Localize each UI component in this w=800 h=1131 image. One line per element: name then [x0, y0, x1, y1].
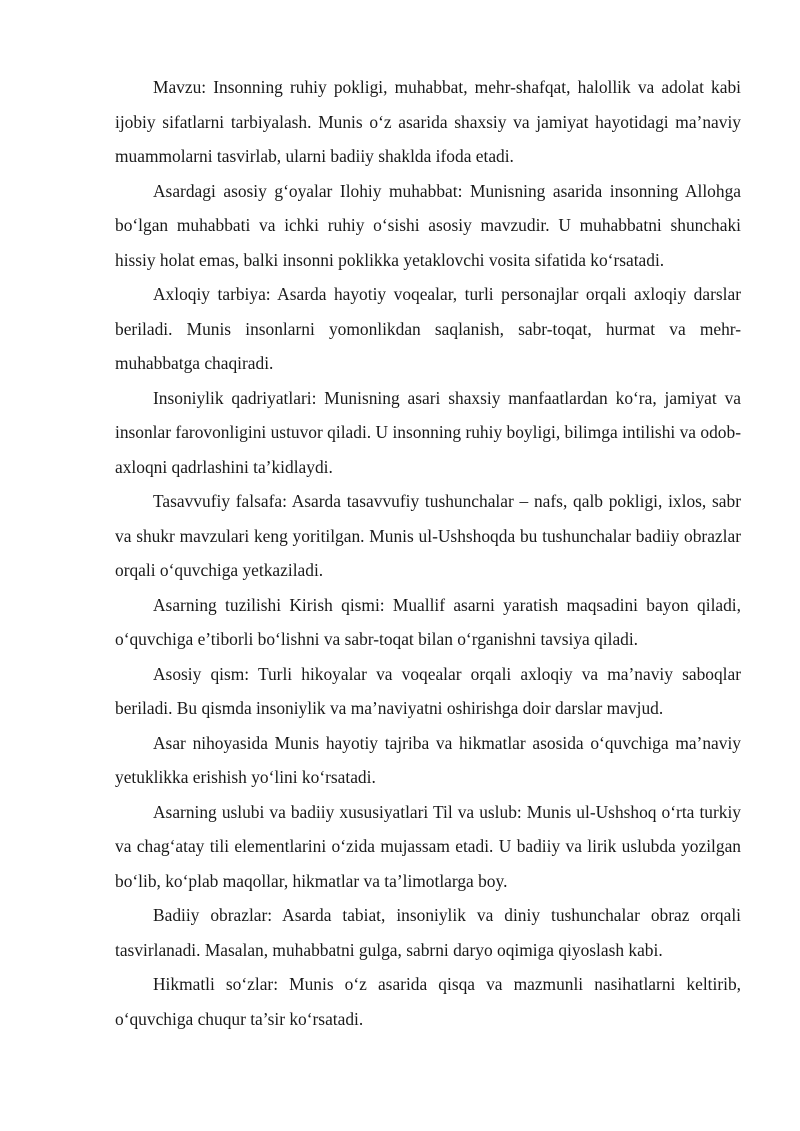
paragraph-badiiy-obrazlar: Badiiy obrazlar: Asarda tabiat, insoniylik va diniy tushunchalar obraz orqali tasvirlanadi. Masalan, muhabbatni gulga, sabrni daryo oqimiga qiyoslash kabi. — [115, 905, 741, 960]
paragraph-asar-nihoyasi: Asar nihoyasida Munis hayotiy tajriba va hikmatlar asosida o‘quvchiga ma’naviy yetuklikka erishish yo‘lini ko‘rsatadi. — [115, 732, 741, 787]
paragraph-insoniylik-qadriyatlari: Insoniylik qadriyatlari: Munisning asari shaxsiy manfaatlardan ko‘ra, jamiyat va insonlar farovonligini ustuvor qiladi. U insonning ruhiy boyligi, bilimga intilishi va odob-axloqni qadrlashini ta’kidlaydi. — [115, 387, 741, 477]
paragraph-hikmatli-sozlar: Hikmatli so‘zlar: Munis o‘z asarida qisqa va mazmunli nasihatlarni keltirib, o‘quvchiga chuqur ta’sir ko‘rsatadi. — [115, 974, 741, 1029]
paragraph-uslub: Asarning uslubi va badiiy xususiyatlari Til va uslub: Munis ul-Ushshoq o‘rta turkiy va chag‘atay tili elementlarini o‘zida mujassam etadi. U badiiy va lirik uslubda yozilgan bo‘lib, ko‘plab maqollar, hikmatlar va ta’limotlarga boy. — [115, 801, 741, 891]
paragraph-asosiy-qism: Asosiy qism: Turli hikoyalar va voqealar orqali axloqiy va ma’naviy saboqlar beriladi. Bu qismda insoniylik va ma’naviyatni oshirishga doir darslar mavjud. — [115, 663, 741, 718]
paragraph-kirish-qismi: Asarning tuzilishi Kirish qismi: Muallif asarni yaratish maqsadini bayon qiladi, o‘quvchiga e’tiborli bo‘lishni va sabr-toqat bilan o‘rganishni tavsiya qiladi. — [115, 594, 741, 649]
document-page — [115, 70, 741, 1036]
paragraph-mavzu: Mavzu: Insonning ruhiy pokligi, muhabbat, mehr-shafqat, halollik va adolat kabi ijobiy sifatlarni tarbiyalash. Munis o‘z asarida shaxsiy va jamiyat hayotidagi ma’naviy muammolarni tasvirlab, ularni badiiy shaklda ifoda etadi. — [115, 77, 741, 166]
paragraph-tasavvufiy-falsafa: Tasavvufiy falsafa: Asarda tasavvufiy tushunchalar – nafs, qalb pokligi, ixlos, sabr va shukr mavzulari keng yoritilgan. Munis ul-Ushshoqda bu tushunchalar badiiy obrazlar orqali o‘quvchiga yetkaziladi. — [115, 491, 741, 580]
paragraph-axloqiy-tarbiya: Axloqiy tarbiya: Asarda hayotiy voqealar, turli personajlar orqali axloqiy darslar beriladi. Munis insonlarni yomonlikdan saqlanish, sabr-toqat, hurmat va mehr-muhabbatga chaqiradi. — [115, 284, 741, 373]
paragraph-ilohiy-muhabbat: Asardagi asosiy g‘oyalar Ilohiy muhabbat: Munisning asarida insonning Allohga bo‘lgan muhabbati va ichki ruhiy o‘sishi asosiy mavzudir. U muhabbatni shunchaki hissiy holat emas, balki insonni poklikka yetaklovchi vosita sifatida ko‘rsatadi. — [115, 180, 741, 270]
